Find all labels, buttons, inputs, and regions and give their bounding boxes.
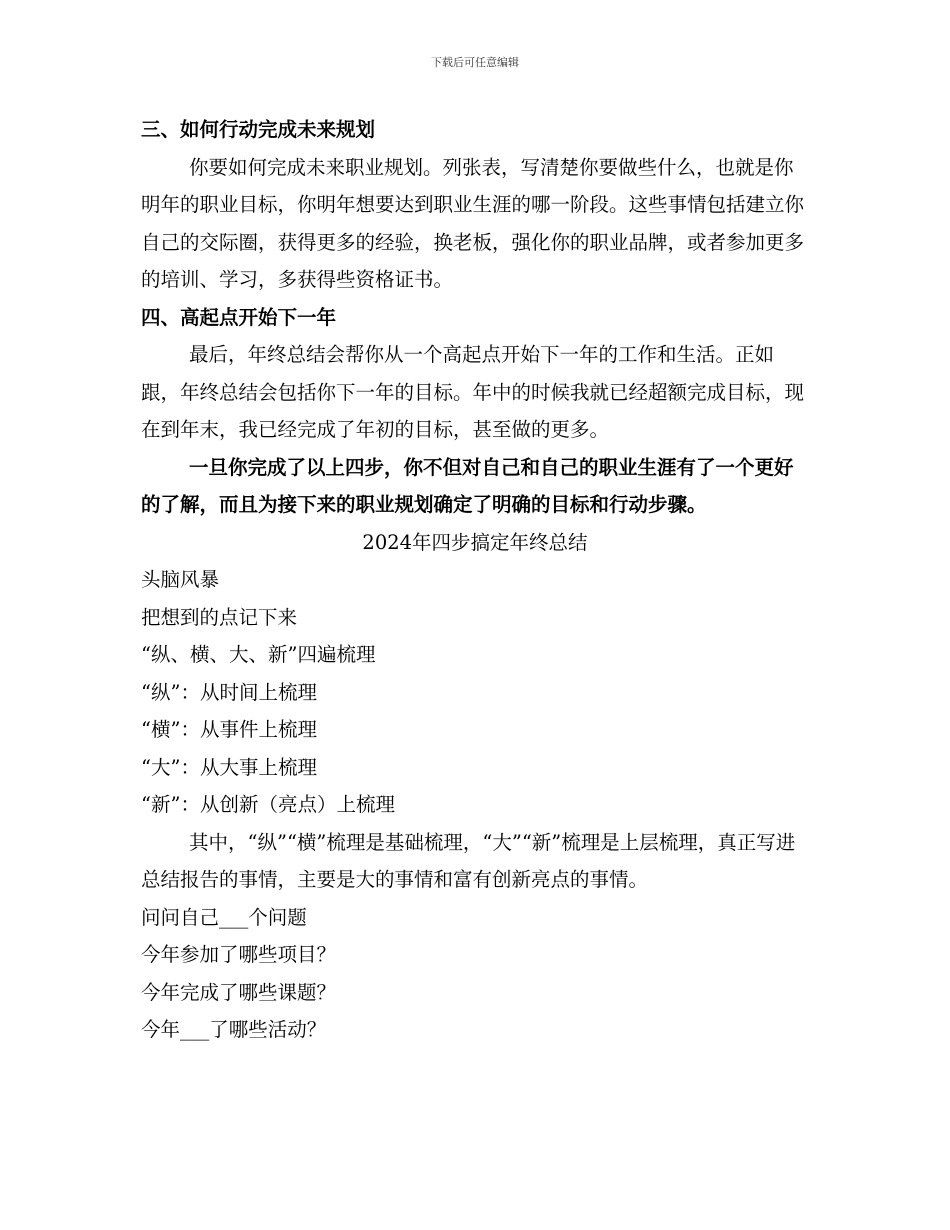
explanation-paragraph: 其中，“纵”“横”梳理是基础梳理，“大”“新”梳理是上层梳理，真正写进总结报告的事情，主要是大的事情和富有创新亮点的事情。 xyxy=(141,830,796,891)
question-2: 今年完成了哪些课题？ xyxy=(141,980,337,1004)
line-brainstorm: 头脑风暴 xyxy=(141,568,220,591)
line-xin: “新”：从创新（亮点）上梳理 xyxy=(141,793,395,816)
line-da: “大”：从大事上梳理 xyxy=(141,755,317,779)
article-title: 2024年四步搞定年终总结 xyxy=(362,530,588,554)
document-body xyxy=(141,111,809,1049)
line-zong: “纵”：从时间上梳理 xyxy=(141,680,317,704)
question-3: 今年___了哪些活动？ xyxy=(141,1018,327,1041)
section-4-heading: 四、高起点开始下一年 xyxy=(141,305,337,329)
section-3-paragraph: 你要如何完成未来职业规划。列张表，写清楚你要做些什么，也就是你明年的职业目标，你明年想要达到职业生涯的哪一阶段。这些事情包括建立你自己的交际圈，获得更多的经验，换老板，强化你的职业品牌，或者参加更多的培训、学习，多获得些资格证书。 xyxy=(141,155,805,291)
question-1: 今年参加了哪些项目？ xyxy=(141,943,337,966)
section-4-paragraph: 最后，年终总结会帮你从一个高起点开始下一年的工作和生活。正如跟，年终总结会包括你下一年的目标。年中的时候我就已经超额完成目标，现在到年末，我已经完成了年初的目标，甚至做的更多。 xyxy=(141,343,805,441)
conclusion-paragraph: 一旦你完成了以上四步，你不但对自己和自己的职业生涯有了一个更好的了解，而且为接下来的职业规划确定了明确的目标和行动步骤。 xyxy=(141,455,794,516)
section-3-heading: 三、如何行动完成未来规划 xyxy=(141,118,376,141)
questions-intro: 问问自己___个问题 xyxy=(141,905,307,929)
line-heng: “横”：从事件上梳理 xyxy=(141,718,317,741)
page-header: 下载后可任意编辑 xyxy=(431,56,519,69)
line-four-passes: “纵、横、大、新”四遍梳理 xyxy=(141,643,376,666)
line-record: 把想到的点记下来 xyxy=(141,605,298,629)
